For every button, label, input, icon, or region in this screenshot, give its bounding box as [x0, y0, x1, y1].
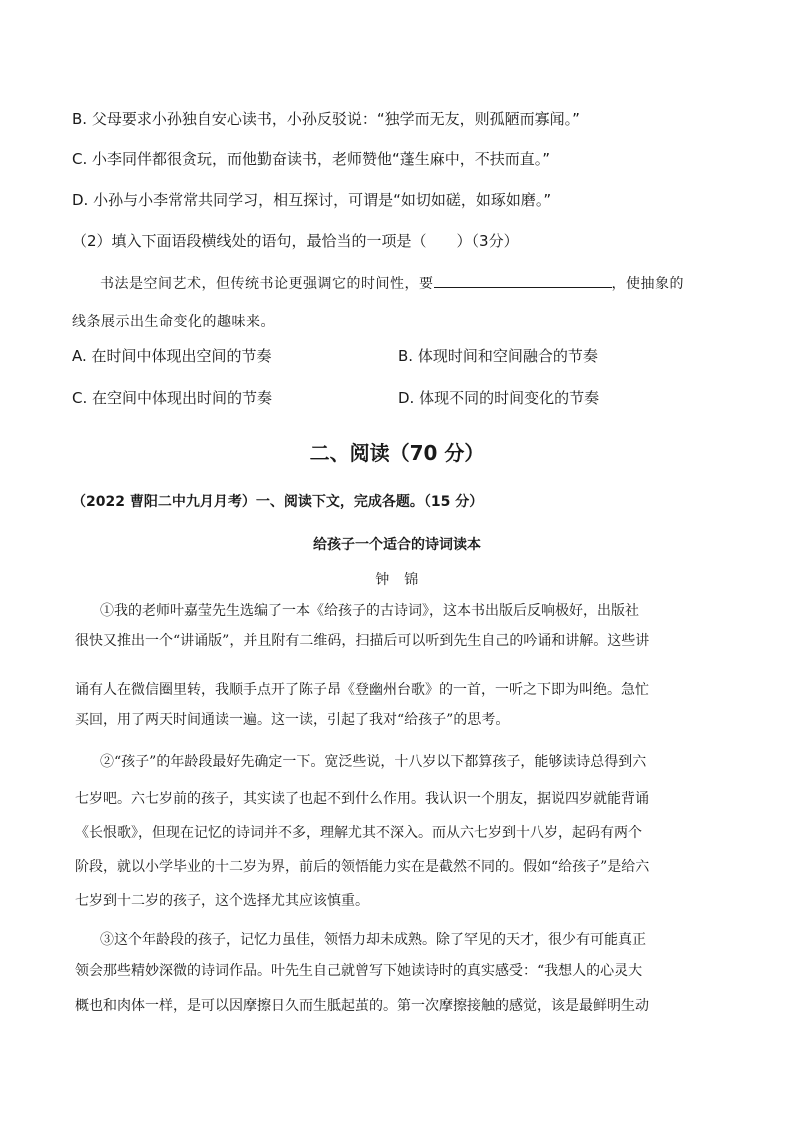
question2-passage-line2: 线条展示出生命变化的趣味来。 — [72, 314, 275, 330]
p3-line: ③这个年龄段的孩子，记忆力虽佳，领悟力却未成熟。除了罕见的天才，很少有可能真正 — [100, 932, 646, 948]
p2-line: 《长恨歌》，但现在记忆的诗词并不多，理解尤其不深入。而从六七岁到十八岁，起码有两个 — [75, 825, 642, 841]
question2-passage-line1 — [100, 273, 684, 293]
section-intro: （2022 曹阳二中九月月考）一、阅读下文，完成各题。（15 分） — [72, 494, 484, 510]
section-title: 二、阅读（70 分） — [309, 441, 485, 465]
p1-line: 诵有人在微信圈里转，我顺手点开了陈子昂《登幽州台歌》的一首，一听之下即为叫绝。急忙 — [75, 682, 649, 698]
p2-line: 阶段，就以小学毕业的十二岁为界，前后的领悟能力实在是截然不同的。假如“给孩子”是给六 — [75, 859, 650, 875]
option-c: C. 小李同伴都很贪玩，而他勤奋读书，老师赞他“蓬生麻中，不扶而直。” — [72, 150, 551, 168]
option-d: D. 小孙与小李常常共同学习，相互探讨，可谓是“如切如磋，如琢如磨。” — [72, 191, 552, 209]
article-author: 钟 锦 — [375, 572, 419, 588]
passage-before-blank: 书法是空间艺术，但传统书论更强调它的时间性，要 — [100, 276, 434, 292]
p1-line: ①我的老师叶嘉莹先生选编了一本《给孩子的古诗词》，这本书出版后反响极好，出版社 — [100, 603, 639, 619]
question2-stem: （2）填入下面语段横线处的语句，最恰当的一项是（ ）（3分） — [72, 232, 519, 250]
p3-line: 领会那些精妙深微的诗词作品。叶先生自己就曾写下她读诗时的真实感受：“我想人的心灵大 — [75, 963, 643, 979]
q2-option-d: D. 体现不同的时间变化的节奏 — [398, 389, 600, 407]
q2-option-c: C. 在空间中体现出时间的节奏 — [72, 389, 273, 407]
p1-line: 买回，用了两天时间通读一遍。这一读，引起了我对“给孩子”的思考。 — [75, 712, 510, 728]
passage-after-blank: ，使抽象的 — [611, 276, 684, 292]
fill-blank — [434, 273, 612, 288]
p2-line: 七岁到十二岁的孩子，这个选择尤其应该慎重。 — [75, 893, 369, 909]
option-b: B. 父母要求小孙独自安心读书，小孙反驳说：“独学而无友，则孤陋而寡闻。” — [72, 110, 580, 128]
p2-line: 七岁吧。六七岁前的孩子，其实读了也起不到什么作用。我认识一个朋友，据说四岁就能背诵 — [75, 791, 649, 807]
p3-line: 概也和肉体一样，是可以因摩擦日久而生胝起茧的。第一次摩擦接触的感觉，该是最鲜明生动 — [75, 998, 649, 1014]
p2-line: ②“孩子”的年龄段最好先确定一下。宽泛些说，十八岁以下都算孩子，能够读诗总得到六 — [100, 754, 647, 770]
p1-line: 很快又推出一个“讲诵版”，并且附有二维码，扫描后可以听到先生自己的吟诵和讲解。这些讲 — [75, 633, 650, 649]
q2-option-a: A. 在时间中体现出空间的节奏 — [72, 347, 272, 365]
article-title: 给孩子一个适合的诗词读本 — [313, 537, 481, 553]
q2-option-b: B. 体现时间和空间融合的节奏 — [398, 347, 598, 365]
